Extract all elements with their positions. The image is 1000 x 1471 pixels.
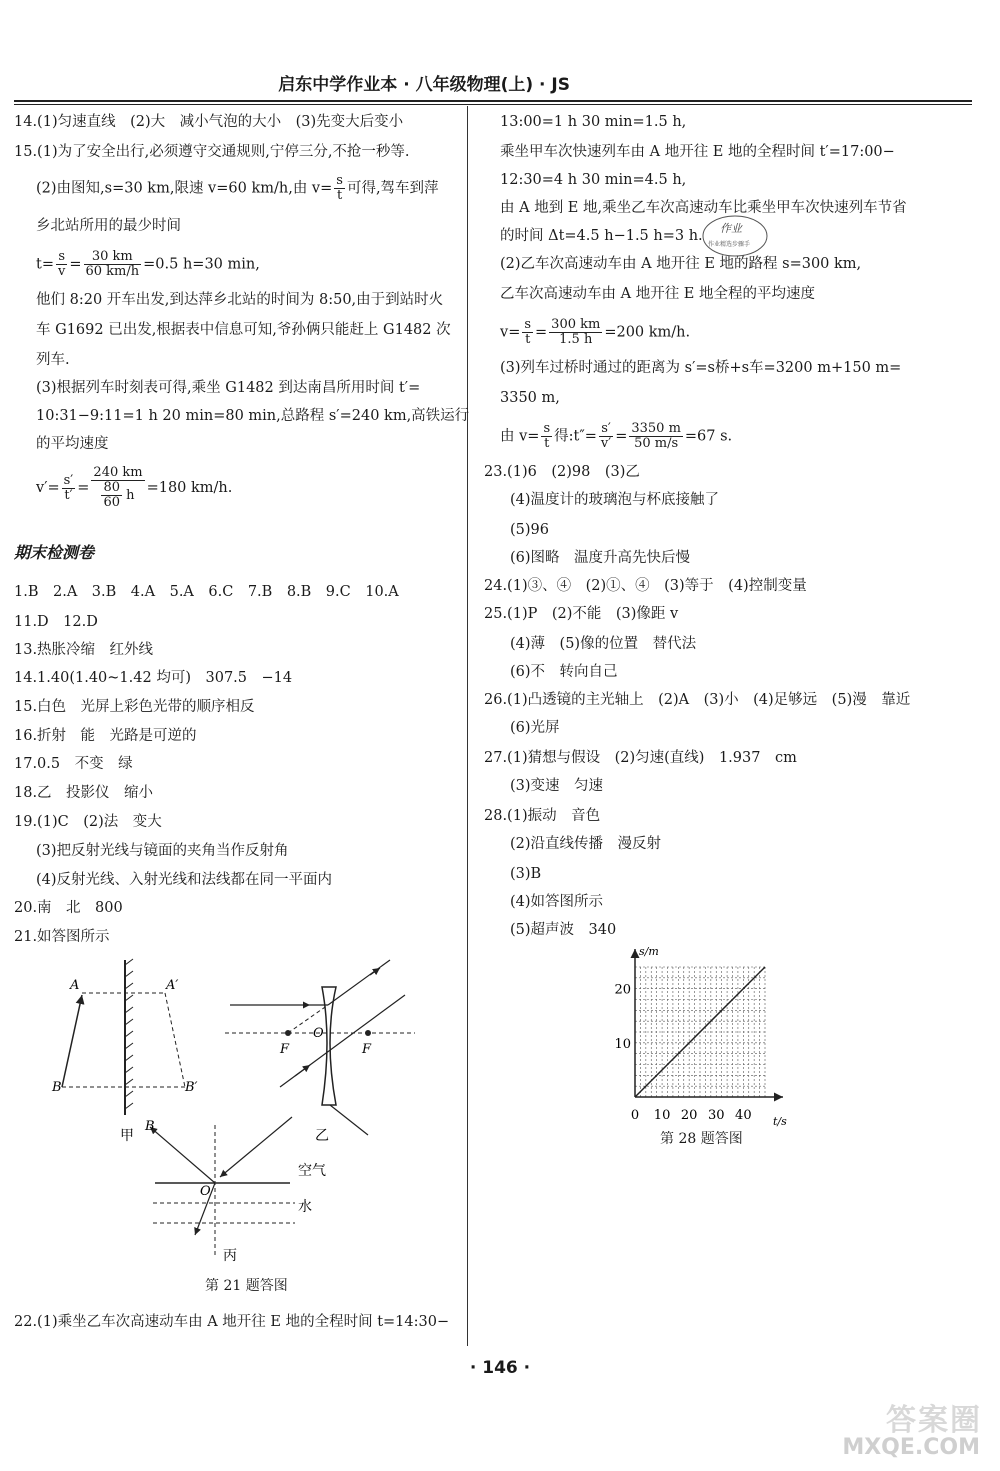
answer-27-1: 27.(1)猜想与假设 (2)匀速(直线) 1.937 cm bbox=[484, 750, 797, 766]
page-number: · 146 · bbox=[469, 1358, 531, 1378]
answer-23-5: (5)96 bbox=[510, 522, 549, 538]
answer-22-3a: (3)列车过桥时通过的距离为 s′=s桥+s车=3200 m+150 m= bbox=[500, 360, 902, 376]
x-tick-40: 40 bbox=[735, 1108, 752, 1123]
answer-14b: 14.1.40(1.40~1.42 均可) 307.5 −14 bbox=[14, 670, 293, 686]
label-B2: B′ bbox=[185, 1080, 198, 1095]
answer-28-3: (3)B bbox=[510, 866, 542, 882]
watermark-main: 答案圈 bbox=[886, 1403, 982, 1438]
answer-15-2f: 列车. bbox=[36, 352, 70, 368]
answer-28-1: 28.(1)振动 音色 bbox=[484, 808, 601, 824]
header-rule bbox=[14, 100, 972, 102]
answer-11-12: 11.D 12.D bbox=[14, 614, 98, 630]
answer-15b: 15.白色 光屏上彩色光带的顺序相反 bbox=[14, 699, 255, 715]
incident-ray bbox=[220, 1117, 292, 1177]
reflected-ray bbox=[150, 1127, 215, 1183]
answer-22-2a: (2)乙车次高速动车由 A 地开往 E 地的路程 s=300 km, bbox=[500, 256, 862, 272]
fig-jia-mirror bbox=[125, 959, 133, 1115]
x-axis-label: t/s bbox=[773, 1115, 787, 1128]
formula-22-2c: v= $\frac{s}{t}$ = $\frac{300 km}{1.5 h}$ =200 km/h. bbox=[500, 317, 691, 347]
answer-15-2e: 车 G1692 已出发,根据表中信息可知,爷孙俩只能赶上 G1482 次 bbox=[36, 322, 451, 338]
formula-15-3d: v′= $\frac{s'}{t'}$ = 240 km $\frac{80}{60}$ h =180 km/h. bbox=[36, 465, 233, 510]
answer-14: 14.(1)匀速直线 (2)大 减小气泡的大小 (3)先变大后变小 bbox=[14, 114, 404, 130]
label-bing: 丙 bbox=[223, 1248, 237, 1264]
label-air: 空气 bbox=[298, 1163, 326, 1179]
answer-22-cont-3: 12:30=4 h 30 min=4.5 h, bbox=[500, 172, 687, 188]
x-tick-20: 20 bbox=[680, 1108, 698, 1123]
answer-26-1: 26.(1)凸透镜的主光轴上 (2)A (3)小 (4)足够远 (5)漫 靠近 bbox=[484, 692, 911, 708]
answer-23-1: 23.(1)6 (2)98 (3)乙 bbox=[484, 464, 640, 480]
answer-15-3b: 10:31−9:11=1 h 20 min=80 min,总路程 s′=240 km,高铁运行 bbox=[36, 408, 470, 424]
answer-16: 16.折射 能 光路是可逆的 bbox=[14, 728, 197, 744]
label-F-left: F bbox=[280, 1042, 290, 1057]
figure-21-caption: 第 21 题答图 bbox=[205, 1278, 288, 1294]
answer-27-3: (3)变速 匀速 bbox=[510, 778, 604, 794]
label-B-ref: B bbox=[145, 1119, 155, 1134]
answer-23-6: (6)图略 温度升高先快后慢 bbox=[510, 550, 691, 566]
label-O-ref: O bbox=[200, 1184, 211, 1199]
label-F-right: F bbox=[362, 1042, 372, 1057]
virtual-image bbox=[165, 993, 185, 1087]
answer-17: 17.0.5 不变 绿 bbox=[14, 756, 133, 772]
answer-28-5: (5)超声波 340 bbox=[510, 922, 617, 938]
answer-15-3c: 的平均速度 bbox=[36, 436, 109, 452]
header-rule-thin bbox=[14, 104, 972, 105]
answer-20: 20.南 北 800 bbox=[14, 900, 123, 916]
label-yi: 乙 bbox=[315, 1128, 329, 1144]
x-tick-0: 0 bbox=[630, 1108, 640, 1123]
answer-25-1: 25.(1)P (2)不能 (3)像距 v bbox=[484, 606, 679, 622]
answer-19-1: 19.(1)C (2)法 变大 bbox=[14, 814, 162, 830]
answer-18: 18.乙 投影仪 缩小 bbox=[14, 785, 154, 801]
section-title: 期末检测卷 bbox=[14, 543, 95, 562]
answer-15-3a: (3)根据列车时刻表可得,乘坐 G1482 到达南昌所用时间 t′= bbox=[36, 380, 421, 396]
answer-13: 13.热胀冷缩 红外线 bbox=[14, 642, 154, 658]
column-divider bbox=[467, 106, 468, 1346]
answer-22-3b: 3350 m, bbox=[500, 390, 560, 406]
y-axis-label: s/m bbox=[639, 945, 659, 958]
label-B: B bbox=[52, 1080, 62, 1095]
figure-28-chart bbox=[610, 945, 800, 1135]
answer-19-4: (4)反射光线、入射光线和法线都在同一平面内 bbox=[36, 872, 333, 888]
handwritten-stamp bbox=[700, 212, 770, 260]
answer-22-1: 22.(1)乘坐乙车次高速动车由 A 地开往 E 地的全程时间 t=14:30− bbox=[14, 1314, 450, 1330]
answer-22-cont-5: 的时间 Δt=4.5 h−1.5 h=3 h. bbox=[500, 228, 703, 244]
figure-28-caption: 第 28 题答图 bbox=[660, 1131, 743, 1147]
answer-22-2b: 乙车次高速动车由 A 地开往 E 地全程的平均速度 bbox=[500, 286, 815, 302]
answer-15-2b: 乡北站所用的最少时间 bbox=[36, 218, 181, 234]
x-tick-30: 30 bbox=[707, 1108, 725, 1123]
answer-24: 24.(1)③、④ (2)①、④ (3)等于 (4)控制变量 bbox=[484, 578, 807, 594]
answer-25-4: (4)薄 (5)像的位置 替代法 bbox=[510, 636, 697, 652]
stamp-line1: 作业 bbox=[720, 222, 742, 235]
answer-22-cont-2: 乘坐甲车次快速列车由 A 地开往 E 地的全程时间 t′=17:00− bbox=[500, 144, 895, 160]
answer-28-2: (2)沿直线传播 漫反射 bbox=[510, 836, 662, 852]
running-header: 启东中学作业本 · 八年级物理(上) · JS bbox=[278, 75, 570, 95]
x-tick-10: 10 bbox=[653, 1108, 671, 1123]
figure-21 bbox=[40, 955, 460, 1300]
answer-15-2a: (2)由图知,s=30 km,限速 v=60 km/h,由 v= $\frac{s}{t}$ 可得,驾车到萍 bbox=[36, 173, 439, 203]
formula-22-3c: 由 v= $\frac{s}{t}$ 得:t″= $\frac{s'}{v'}$ = $\frac{3350 m}{50 m/s}$ =67 s. bbox=[500, 421, 733, 451]
answer-22-cont-4: 由 A 地到 E 地,乘坐乙车次高速动车比乘坐甲车次快速列车节省 bbox=[500, 200, 907, 216]
answer-25-6: (6)不 转向自己 bbox=[510, 664, 618, 680]
stamp-line2: 作业精选步骤手 bbox=[708, 241, 751, 248]
label-jia: 甲 bbox=[120, 1128, 134, 1144]
watermark-url: MXQE.COM bbox=[842, 1435, 980, 1460]
label-O: O bbox=[313, 1026, 324, 1041]
answer-26-6: (6)光屏 bbox=[510, 720, 560, 736]
answer-15-2d: 他们 8:20 开车出发,到达萍乡北站的时间为 8:50,由于到站时火 bbox=[36, 292, 444, 308]
answer-1-10: 1.B 2.A 3.B 4.A 5.A 6.C 7.B 8.B 9.C 10.A bbox=[14, 584, 399, 600]
answer-22-cont-1: 13:00=1 h 30 min=1.5 h, bbox=[500, 114, 687, 130]
y-tick-20: 20 bbox=[614, 982, 631, 998]
label-A: A bbox=[70, 978, 80, 993]
label-A2: A′ bbox=[166, 978, 179, 993]
answer-28-4: (4)如答图所示 bbox=[510, 894, 604, 910]
object-AB bbox=[62, 995, 82, 1087]
series-line-s-t bbox=[635, 967, 765, 1097]
answer-21: 21.如答图所示 bbox=[14, 929, 110, 945]
formula-15-2c: t= $\frac{s}{v}$ = $\frac{30 km}{60 km/h}$ =0.5 h=30 min, bbox=[36, 249, 260, 279]
answer-19-3: (3)把反射光线与镜面的夹角当作反射角 bbox=[36, 843, 289, 859]
y-tick-10: 10 bbox=[614, 1036, 631, 1052]
answer-23-4: (4)温度计的玻璃泡与杯底接触了 bbox=[510, 492, 720, 508]
answer-15-1: 15.(1)为了安全出行,必须遵守交通规则,宁停三分,不抢一秒等. bbox=[14, 144, 410, 160]
label-water: 水 bbox=[298, 1199, 312, 1215]
